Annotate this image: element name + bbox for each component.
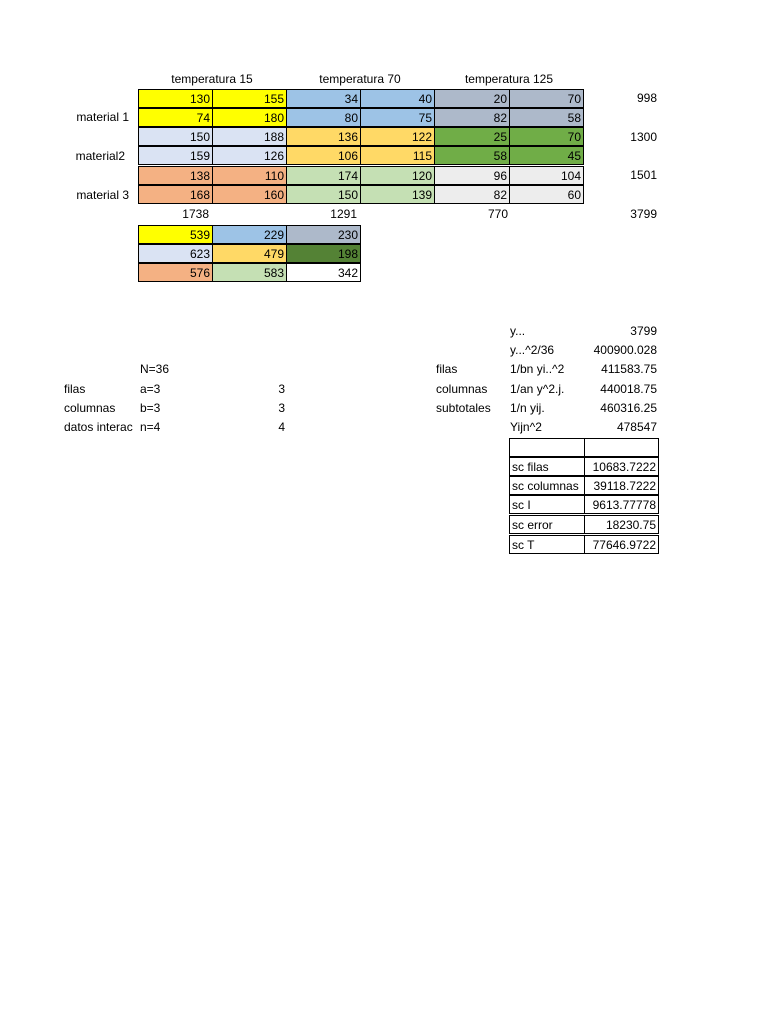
- calc-y-label: y...: [510, 324, 526, 338]
- param-columnas-label: columnas: [64, 401, 116, 415]
- sc-value[interactable]: 39118.7222: [584, 476, 659, 495]
- calc-filas-label: 1/bn yi..^2: [510, 362, 565, 376]
- data-cell[interactable]: 20: [434, 89, 510, 108]
- sc-value[interactable]: 77646.9722: [584, 535, 659, 554]
- cell-total[interactable]: 230: [286, 225, 361, 244]
- cell-total[interactable]: 583: [212, 263, 287, 282]
- calc-subtotales-value: 460316.25: [600, 401, 657, 415]
- data-cell[interactable]: 174: [286, 166, 361, 185]
- calc-y2-value: 400900.028: [593, 343, 657, 357]
- header-temp-15: temperatura 15: [171, 72, 253, 86]
- calc-filas-side: filas: [436, 362, 458, 376]
- row-label-material-2: material2: [75, 149, 125, 163]
- data-cell[interactable]: 110: [212, 166, 287, 185]
- row-label-material-1: material 1: [76, 110, 129, 124]
- sc-empty-cell[interactable]: [509, 438, 585, 457]
- param-datos-value: 4: [278, 420, 285, 434]
- cell-total[interactable]: 479: [212, 244, 287, 263]
- data-cell[interactable]: 150: [286, 185, 361, 204]
- data-cell[interactable]: 40: [360, 89, 435, 108]
- param-columnas-formula: b=3: [140, 401, 161, 415]
- data-cell[interactable]: 70: [509, 89, 584, 108]
- data-cell[interactable]: 96: [434, 166, 510, 185]
- data-cell[interactable]: 159: [138, 146, 213, 165]
- row-total-material-1: 998: [636, 91, 657, 105]
- calc-columnas-side: columnas: [436, 382, 488, 396]
- data-cell[interactable]: 139: [360, 185, 435, 204]
- data-cell[interactable]: 34: [286, 89, 361, 108]
- param-filas-value: 3: [278, 382, 285, 396]
- data-cell[interactable]: 150: [138, 127, 213, 146]
- column-total-temp-125: 770: [487, 207, 508, 221]
- cell-total[interactable]: 342: [286, 263, 361, 282]
- n-total: N=36: [140, 362, 170, 376]
- row-total-material-3: 1501: [630, 168, 657, 182]
- cell-total[interactable]: 539: [138, 225, 213, 244]
- sc-label[interactable]: sc T: [509, 535, 585, 554]
- calc-columnas-label: 1/an y^2.j.: [510, 382, 565, 396]
- data-cell[interactable]: 106: [286, 146, 361, 165]
- calc-y-value: 3799: [630, 324, 657, 338]
- data-cell[interactable]: 82: [434, 108, 510, 127]
- data-cell[interactable]: 25: [434, 127, 510, 146]
- data-cell[interactable]: 126: [212, 146, 287, 165]
- data-cell[interactable]: 160: [212, 185, 287, 204]
- data-cell[interactable]: 75: [360, 108, 435, 127]
- data-cell[interactable]: 82: [434, 185, 510, 204]
- calc-yijn-label: Yijn^2: [510, 420, 542, 434]
- param-columnas-value: 3: [278, 401, 285, 415]
- data-cell[interactable]: 155: [212, 89, 287, 108]
- param-filas-formula: a=3: [140, 382, 161, 396]
- sc-label[interactable]: sc error: [509, 515, 585, 534]
- sc-value[interactable]: 9613.77778: [584, 495, 659, 514]
- calc-yijn-value: 478547: [616, 420, 657, 434]
- data-cell[interactable]: 70: [509, 127, 584, 146]
- cell-total[interactable]: 576: [138, 263, 213, 282]
- data-cell[interactable]: 136: [286, 127, 361, 146]
- row-total-material-2: 1300: [630, 130, 657, 144]
- header-temp-70: temperatura 70: [319, 72, 401, 86]
- data-cell[interactable]: 58: [509, 108, 584, 127]
- sc-label[interactable]: sc columnas: [509, 476, 585, 495]
- cell-total[interactable]: 229: [212, 225, 287, 244]
- data-cell[interactable]: 115: [360, 146, 435, 165]
- data-cell[interactable]: 120: [360, 166, 435, 185]
- data-cell[interactable]: 168: [138, 185, 213, 204]
- data-cell[interactable]: 80: [286, 108, 361, 127]
- data-cell[interactable]: 188: [212, 127, 287, 146]
- calc-filas-value: 411583.75: [601, 362, 657, 376]
- calc-subtotales-label: 1/n yij.: [510, 401, 545, 415]
- calc-subtotales-side: subtotales: [436, 401, 491, 415]
- data-cell[interactable]: 130: [138, 89, 213, 108]
- header-temp-125: temperatura 125: [464, 72, 554, 86]
- sc-value[interactable]: 10683.7222: [584, 457, 659, 476]
- param-datos-label: datos interac: [64, 420, 133, 434]
- cell-total[interactable]: 623: [138, 244, 213, 263]
- data-cell[interactable]: 122: [360, 127, 435, 146]
- param-datos-formula: n=4: [140, 420, 161, 434]
- param-filas-label: filas: [64, 382, 86, 396]
- sc-value[interactable]: 18230.75: [584, 515, 659, 534]
- column-total-temp-70: 1291: [330, 207, 357, 221]
- grand-total: 3799: [630, 207, 657, 221]
- column-total-temp-15: 1738: [182, 207, 209, 221]
- data-cell[interactable]: 58: [434, 146, 510, 165]
- cell-total[interactable]: 198: [286, 244, 361, 263]
- sc-label[interactable]: sc I: [509, 495, 585, 514]
- data-cell[interactable]: 74: [138, 108, 213, 127]
- sc-empty-cell[interactable]: [584, 438, 659, 457]
- row-label-material-3: material 3: [76, 188, 129, 202]
- data-cell[interactable]: 104: [509, 166, 584, 185]
- data-cell[interactable]: 138: [138, 166, 213, 185]
- data-cell[interactable]: 45: [509, 146, 584, 165]
- calc-y2-label: y...^2/36: [510, 343, 555, 357]
- data-cell[interactable]: 60: [509, 185, 584, 204]
- sc-label[interactable]: sc filas: [509, 457, 585, 476]
- calc-columnas-value: 440018.75: [600, 382, 657, 396]
- data-cell[interactable]: 180: [212, 108, 287, 127]
